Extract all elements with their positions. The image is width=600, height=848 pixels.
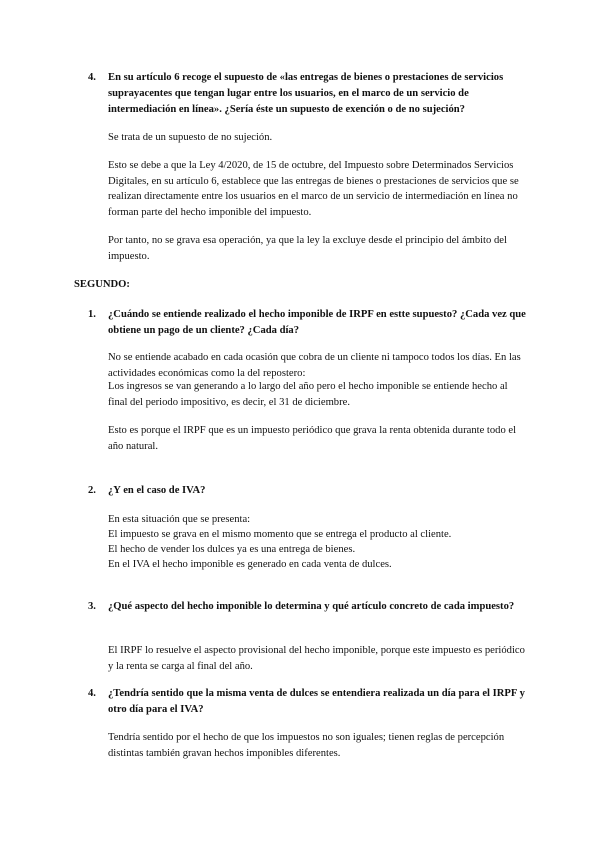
question-text: ¿Y en el caso de IVA? — [108, 485, 206, 496]
question-text: ¿Tendría sentido que la misma venta de dulces se entendiera realizada un día para el IRPF y otro día para el IVA? — [108, 688, 525, 715]
question-number: 1. — [88, 309, 96, 320]
answer-line: El hecho de vender los dulces ya es una entrega de bienes. — [108, 544, 356, 555]
question-text: ¿Cuándo se entiende realizado el hecho imponible de IRPF en estte supuesto? ¿Cada vez que obtiene un pago de un cliente? ¿Cada día? — [108, 309, 526, 336]
question-number: 3. — [88, 601, 96, 612]
answer-paragraph: Por tanto, no se grava esa operación, ya que la ley la excluye desde el principio del ámbito del impuesto. — [108, 235, 507, 262]
question-number: 4. — [88, 72, 96, 83]
answer-paragraph: Se trata de un supuesto de no sujeción. — [108, 132, 273, 143]
answer-line: En esta situación que se presenta: — [108, 514, 251, 525]
answer-paragraph: Los ingresos se van generando a lo largo del año pero el hecho imponible se entiende hecho al final del periodo impositivo, es decir, el 31 de diciembre. — [108, 381, 508, 408]
question-number: 4. — [88, 688, 96, 699]
answer-paragraph: Esto se debe a que la Ley 4/2020, de 15 de octubre, del Impuesto sobre Determinados Servicios Digitales, en su artículo 6, establece que las entregas de bienes o prestaciones de servicios que se realizan directamente entre los usuarios en el marco de un servicio de intermediación en línea no forman parte del hecho imponible del impuesto. — [108, 160, 519, 218]
answer-paragraph: No se entiende acabado en cada ocasión que cobra de un cliente ni tampoco todos los días. En las actividades económicas como la del repostero: — [108, 352, 521, 379]
answer-line: El impuesto se grava en el mismo momento que se entrega el producto al cliente. — [108, 529, 452, 540]
answer-paragraph: El IRPF lo resuelve el aspecto provisional del hecho imponible, porque este impuesto es periódico y la renta se carga al final del año. — [108, 645, 525, 672]
answer-paragraph: Esto es porque el IRPF que es un impuesto periódico que grava la renta obtenida durante todo el año natural. — [108, 425, 517, 452]
answer-line: En el IVA el hecho imponible es generado en cada venta de dulces. — [108, 559, 392, 570]
question-text: En su artículo 6 recoge el supuesto de «las entregas de bienes o prestaciones de servicios suprayacentes que tengan lugar entre los usuarios, en el marco de un servicio de intermediación en línea». ¿Sería éste un supuesto de exención o de no sujeción? — [108, 72, 504, 115]
question-number: 2. — [88, 485, 96, 496]
answer-paragraph: Tendría sentido por el hecho de que los impuestos no son iguales; tienen reglas de percepción distintas también gravan hechos imponibles diferentes. — [108, 732, 505, 759]
question-text: ¿Qué aspecto del hecho imponible lo determina y qué artículo concreto de cada impuesto? — [108, 601, 515, 612]
section-heading: SEGUNDO: — [74, 279, 130, 290]
